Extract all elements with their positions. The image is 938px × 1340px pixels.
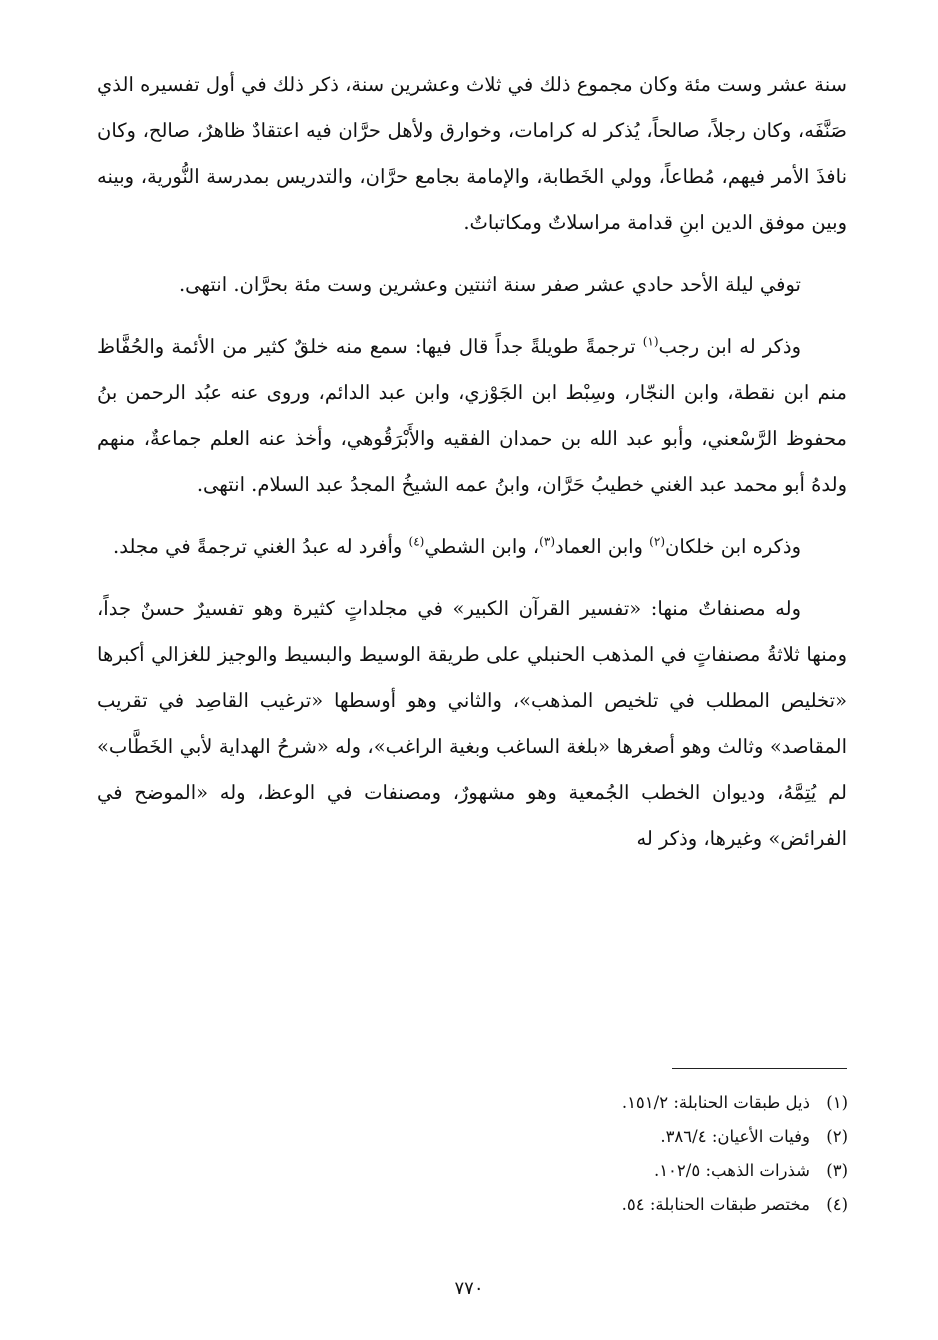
paragraph-text: وله مصنفاتٌ منها: «تفسير القرآن الكبير» في مجلداتٍ كثيرة وهو تفسيرٌ حسنٌ جداً، ومنها ثلاثةُ مصنفاتٍ في المذهب الحنبلي على طريقة الوسيط والبسيط والوجيز للغزالي أكبرها «تخليص المطلب في تلخيص المذهب»، والثاني وهو أوسطها «ترغيب القاصِد في تقريب المقاصد» وثالث وهو أصغرها «بلغة الساغب وبغية الراغب»، وله «شرحُ الهداية لأبي الخَطَّاب» لم يُتِمَّهُ، وديوان الخطب الجُمعية وهو مشهورٌ، ومصنفات في الوعظ، وله «الموضح في الفرائض» وغيرها، وذكر له bbox=[97, 597, 847, 850]
paragraph-text: وأفرد له عبدُ الغني ترجمةً في مجلد. bbox=[113, 535, 409, 558]
main-text-block bbox=[97, 62, 847, 878]
footnote-separator bbox=[672, 1068, 847, 1069]
footnotes-block bbox=[248, 1086, 848, 1222]
footnote-number: (٣) bbox=[826, 1161, 848, 1180]
footnote-number: (٢) bbox=[826, 1127, 848, 1146]
paragraph-text: سنة عشر وست مئة وكان مجموع ذلك في ثلاث وعشرين سنة، ذكر ذلك في أول تفسيره الذي صَنَّفَه، وكان رجلاً، صالحاً، يُذكر له كرامات، وخوارق ولأهل حرَّان فيه اعتقادٌ ظاهرٌ، صالح، وكان نافذَ الأمر فيهم، مُطاعاً، وولي الخَطابة، والإمامة بجامع حرَّان، والتدريس بمدرسة النُّورية، وبينه وبين موفق الدين ابنِ قدامة مراسلاتٌ ومكاتباتٌ. bbox=[97, 73, 847, 234]
page-number: ٧٧٠ bbox=[454, 1278, 484, 1299]
footnote-number: (٤) bbox=[826, 1195, 848, 1214]
footnote-text: مختصر طبقات الحنابلة: ٥٤. bbox=[621, 1195, 810, 1214]
paragraph-text: ، وابن الشطي bbox=[424, 535, 540, 558]
footnote-reference: (١) bbox=[642, 334, 659, 349]
footnote-number: (١) bbox=[826, 1093, 848, 1112]
footnote bbox=[248, 1188, 848, 1222]
footnote-text: وفيات الأعيان: ٣٨٦/٤. bbox=[660, 1127, 810, 1146]
footnote-reference: (٤) bbox=[408, 534, 425, 549]
footnote bbox=[248, 1120, 848, 1154]
body-paragraph bbox=[97, 62, 847, 246]
paragraph-text: توفي ليلة الأحد حادي عشر صفر سنة اثنتين وعشرين وست مئة بحرَّان. انتهى. bbox=[178, 273, 801, 296]
body-paragraph bbox=[97, 324, 847, 508]
body-paragraph bbox=[97, 262, 847, 308]
paragraph-text: ترجمةً طويلةً جداً قال فيها: سمع منه خلقٌ كثير من الأئمة والحُفَّاظ منم ابن نقطة، وابن النجّار، وسِبْط ابن الجَوْزي، وابن عبد الدائم، وروى عنه عبُد الرحمن بنُ محفوظ الرَّسْعني، وأبو عبد الله بن حمدان الفقيه والأَبْرَقُوهي، وأخذ عنه العلم جماعةٌ، منهم ولدهُ أبو محمد عبد الغني خطيبُ حَرَّان، وابنُ عمه الشيخُ المجدُ عبد السلام. انتهى. bbox=[97, 335, 847, 496]
body-paragraph bbox=[97, 586, 847, 862]
body-paragraph bbox=[97, 524, 847, 570]
footnote-text: شذرات الذهب: ١٠٢/٥. bbox=[653, 1161, 810, 1180]
footnote bbox=[248, 1154, 848, 1188]
footnote-reference: (٣) bbox=[539, 534, 555, 549]
footnote-reference: (٢) bbox=[649, 534, 665, 549]
footnote-text: ذيل طبقات الحنابلة: ١٥١/٢. bbox=[621, 1093, 810, 1112]
paragraph-text: وذكر له ابن رجب bbox=[658, 335, 801, 358]
footnote bbox=[248, 1086, 848, 1120]
paragraph-text: وابن العماد bbox=[555, 535, 650, 558]
paragraph-text: وذكره ابن خلكان bbox=[665, 535, 801, 558]
